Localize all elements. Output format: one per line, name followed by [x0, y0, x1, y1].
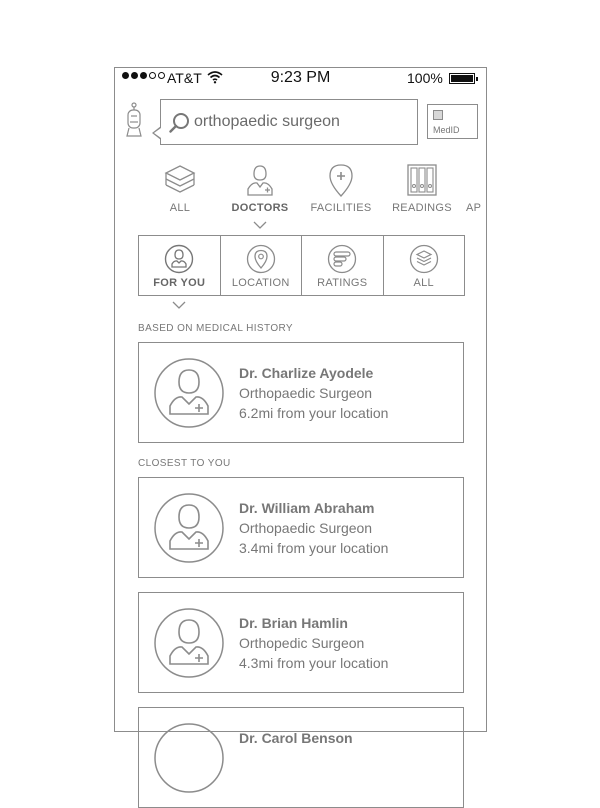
tab-for-you[interactable]: [139, 236, 221, 295]
carrier-name: AT&T: [167, 70, 202, 86]
doctor-distance: 4.3mi from your location: [239, 655, 389, 671]
location-plus-icon: [324, 163, 358, 197]
section-title: CLOSEST TO YOU: [138, 458, 231, 469]
doctor-name: Dr. William Abraham: [239, 500, 375, 516]
medid-label: MedID: [433, 125, 460, 135]
status-bar: [115, 68, 486, 90]
tab-label: FACILITIES: [310, 202, 372, 214]
tab-label: DOCTORS: [231, 202, 289, 214]
doctor-name: Dr. Carol Benson: [239, 730, 353, 746]
doctor-icon: [243, 163, 277, 197]
tab-location[interactable]: [221, 236, 303, 295]
binders-icon: [405, 163, 439, 197]
doctor-avatar-icon: [154, 608, 224, 678]
tab-all[interactable]: [140, 163, 220, 214]
tab-label: FOR YOU: [153, 277, 206, 289]
chevron-down-icon: [253, 221, 267, 229]
filter-tabs: [138, 235, 465, 296]
doctor-name: Dr. Brian Hamlin: [239, 615, 348, 631]
layers-icon: [163, 163, 197, 197]
tab-label: ALL: [169, 202, 191, 214]
tab-doctors[interactable]: [220, 163, 300, 214]
layers-circle-icon: [409, 244, 439, 274]
doctor-avatar-icon: [154, 723, 224, 793]
status-time: 9:23 PM: [270, 69, 331, 86]
battery-percent: 100%: [407, 70, 443, 86]
doctor-card[interactable]: [138, 707, 464, 808]
doctor-avatar-icon: [154, 358, 224, 428]
tab-label: RATINGS: [317, 277, 368, 289]
tab-all-filter[interactable]: [384, 236, 465, 295]
doctor-card[interactable]: [138, 592, 464, 693]
doctor-specialty: Orthopaedic Surgeon: [239, 520, 373, 536]
search-icon: [169, 112, 191, 139]
tab-ratings[interactable]: [302, 236, 384, 295]
medid-card-icon: [433, 110, 443, 120]
tab-facilities[interactable]: [301, 163, 381, 214]
tab-readings[interactable]: [382, 163, 462, 214]
doctor-name: Dr. Charlize Ayodele: [239, 365, 374, 381]
search-input[interactable]: orthopaedic surgeon: [194, 113, 340, 130]
tab-label: AP: [466, 202, 482, 214]
doctor-avatar-icon: [154, 493, 224, 563]
doctor-card[interactable]: [138, 342, 464, 443]
search-box[interactable]: [160, 99, 418, 145]
doctor-distance: 3.4mi from your location: [239, 540, 389, 556]
section-title: BASED ON MEDICAL HISTORY: [138, 323, 294, 334]
assistant-robot-icon[interactable]: [125, 102, 143, 143]
doctor-specialty: Orthopaedic Surgeon: [239, 385, 373, 401]
tab-label: READINGS: [392, 202, 452, 214]
location-circle-icon: [246, 244, 276, 274]
user-circle-icon: [164, 244, 194, 274]
doctor-distance: 6.2mi from your location: [239, 405, 389, 421]
medid-button[interactable]: [427, 104, 478, 139]
chevron-down-icon: [172, 301, 186, 309]
phone-screen: [114, 67, 487, 746]
category-tabs: [115, 163, 486, 233]
doctor-card[interactable]: [138, 477, 464, 578]
tab-ap[interactable]: [466, 163, 496, 214]
tab-label: ALL: [413, 277, 434, 289]
ratings-circle-icon: [327, 244, 357, 274]
doctor-specialty: Orthopedic Surgeon: [239, 635, 365, 651]
tab-label: LOCATION: [231, 277, 290, 289]
battery-icon: [449, 73, 475, 84]
